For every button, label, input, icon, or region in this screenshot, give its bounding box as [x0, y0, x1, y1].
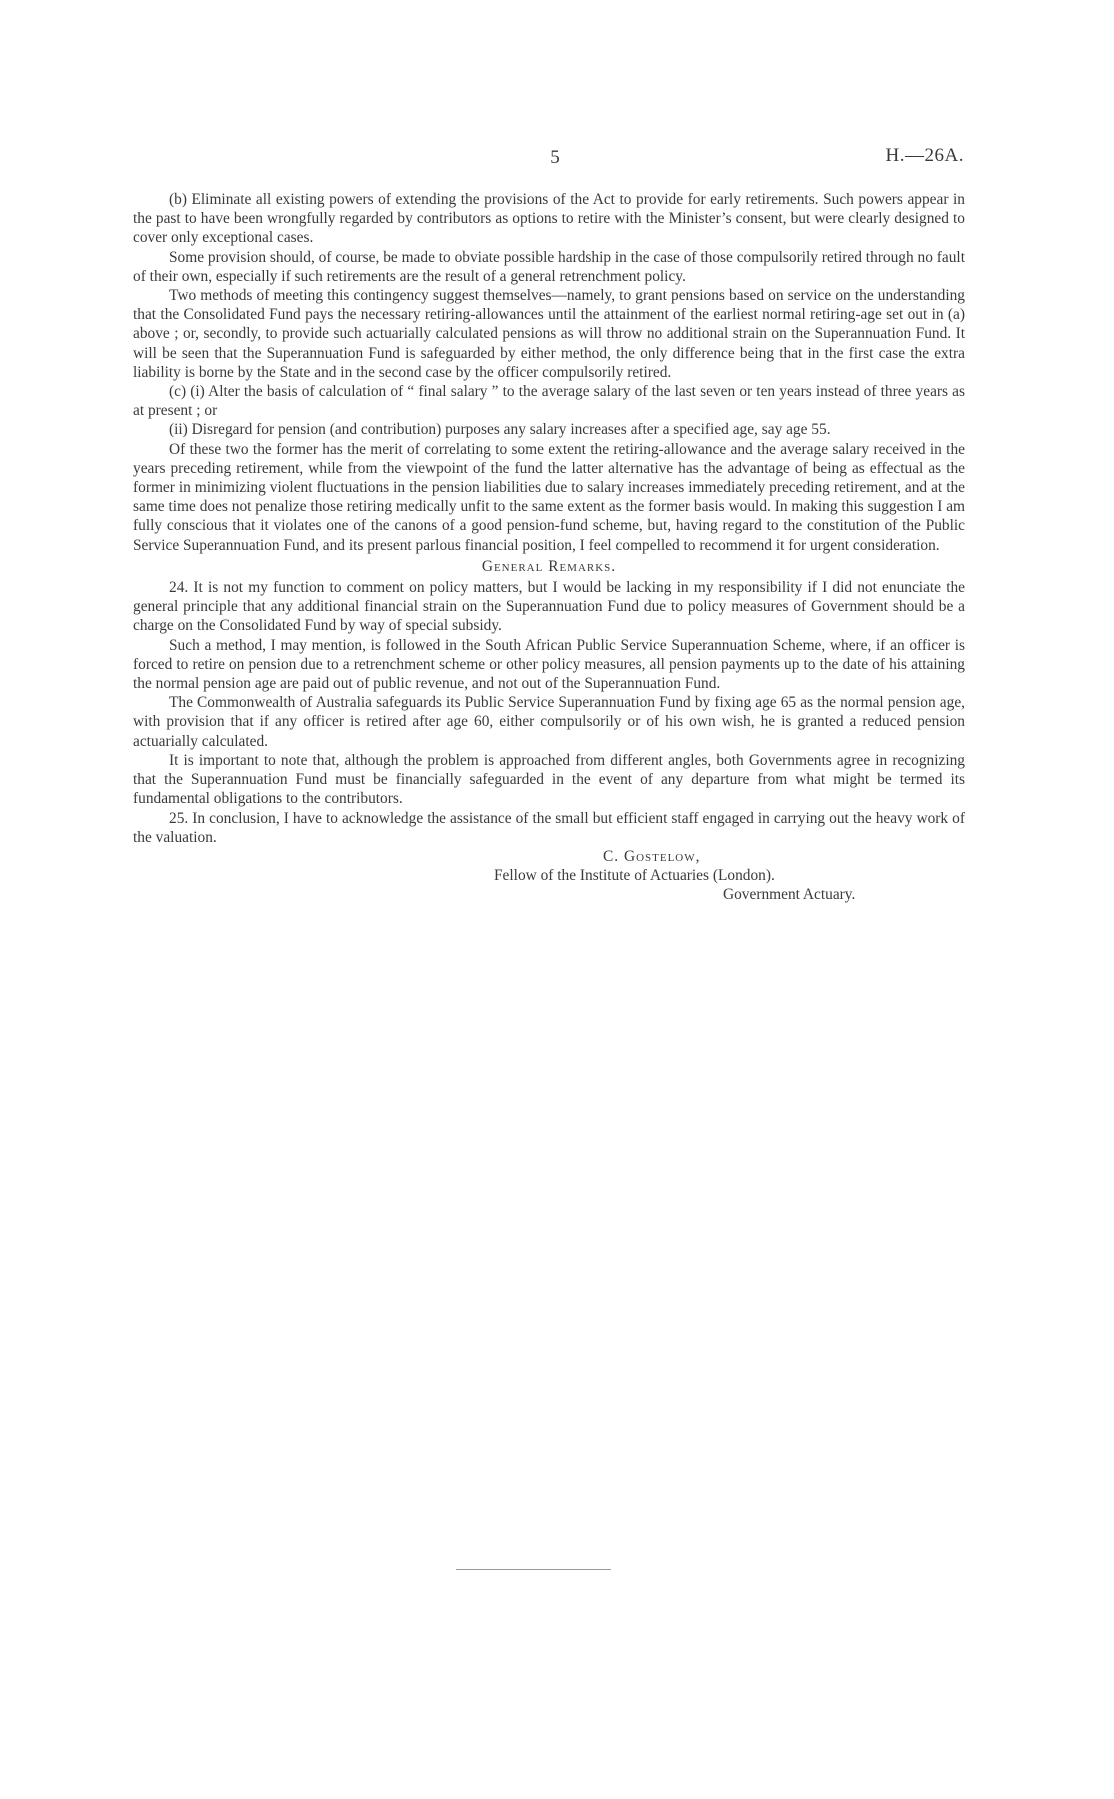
paragraph-25-conclusion: 25. In conclusion, I have to acknowledge the assistance of the small but efficient staff engaged in carrying out the heavy work of the valuation. [133, 809, 965, 846]
paragraph-of-these-two: Of these two the former has the merit of correlating to some extent the retiring-allowance and the average salary received in the years preceding retirement, while from the viewpoint of the fund the latter alternative has the advantage of being as effectual as the former in minimizing violent fluctuations in the pension liabilities due to salary increases immediately preceding retirement, and at the same time does not penalize those retiring medically unfit to the same extent as the former basis would. In making this suggestion I am fully conscious that it violates one of the canons of a good pension-fund scheme, but, having regard to the constitution of the Public Service Superannuation Fund, and its present parlous financial position, I feel compelled to recommend it for urgent consideration. [133, 440, 965, 554]
paragraph-b-eliminate-powers: (b) Eliminate all existing powers of extending the provisions of the Act to provide for early retirements. Such powers appear in the past to have been wrongfully regarded by contributors as options to retire with the Minister’s consent, but were clearly designed to cover only exceptional cases. [133, 191, 965, 247]
paragraph-c-ii-disregard: (ii) Disregard for pension (and contribution) purposes any salary increases after a specified age, say age 55. [169, 421, 831, 439]
paragraph-important-to-note: It is important to note that, although the problem is approached from different angles, both Governments agree in recognizing that the Superannuation Fund must be financially safeguarded in the event of any departure from what might be termed its fundamental obligations to the contributors. [133, 751, 965, 808]
paragraph-two-methods: Two methods of meeting this contingency suggest themselves—namely, to grant pensions based on service on the understanding that the Consolidated Fund pays the necessary retiring-allowances until the attainment of the earliest normal retiring-age set out in (a) above ; or, secondly, to provide such actuarially calculated pensions as will throw no additional strain on the Superannuation Fund. It will be seen that the Superannuation Fund is safeguarded by either method, the only difference being that in the first case the extra liability is borne by the State and in the second case by the officer compulsorily retired. [133, 287, 965, 381]
paragraph-south-african-scheme: Such a method, I may mention, is followed in the South African Public Service Superannuation Scheme, where, if an officer is forced to retire on pension due to a retrenchment scheme or other policy measures, all pension payments up to the date of his attaining the normal pension age are paid out of public revenue, and not out of the Superannuation Fund. [133, 636, 965, 693]
paragraph-hardship-provision: Some provision should, of course, be made to obviate possible hardship in the case of those compulsorily retired through no fault of their own, especially if such retirements are the result of a general retrenchment policy. [133, 248, 965, 285]
paragraph-24-policy-matters: 24. It is not my function to comment on policy matters, but I would be lacking in my responsibility if I did not enunciate the general principle that any additional financial strain on the Superannuation Fund due to policy measures of Government should be a charge on the Consolidated Fund by way of special subsidy. [133, 579, 965, 635]
paragraph-c-i-final-salary: (c) (i) Alter the basis of calculation of “ final salary ” to the average salary of the last seven or ten years instead of three years as at present ; or [133, 383, 965, 420]
page-number: 5 [550, 147, 560, 168]
paragraph-commonwealth-australia: The Commonwealth of Australia safeguards its Public Service Superannuation Fund by fixing age 65 as the normal pension age, with provision that if any officer is retired after age 60, either compulsorily or of his own wish, he is granted a reduced pension actuarially calculated. [133, 694, 965, 750]
document-body [133, 190, 965, 907]
signature-block [133, 847, 965, 907]
signatory-title: Government Actuary. [723, 885, 856, 903]
section-heading-general-remarks: General Remarks. [481, 557, 617, 575]
signatory-name: C. Gostelow, [603, 847, 701, 865]
document-reference: H.—26A. [885, 145, 964, 166]
signatory-fellowship: Fellow of the Institute of Actuaries (London). [494, 866, 775, 884]
footer-divider [456, 1569, 611, 1570]
